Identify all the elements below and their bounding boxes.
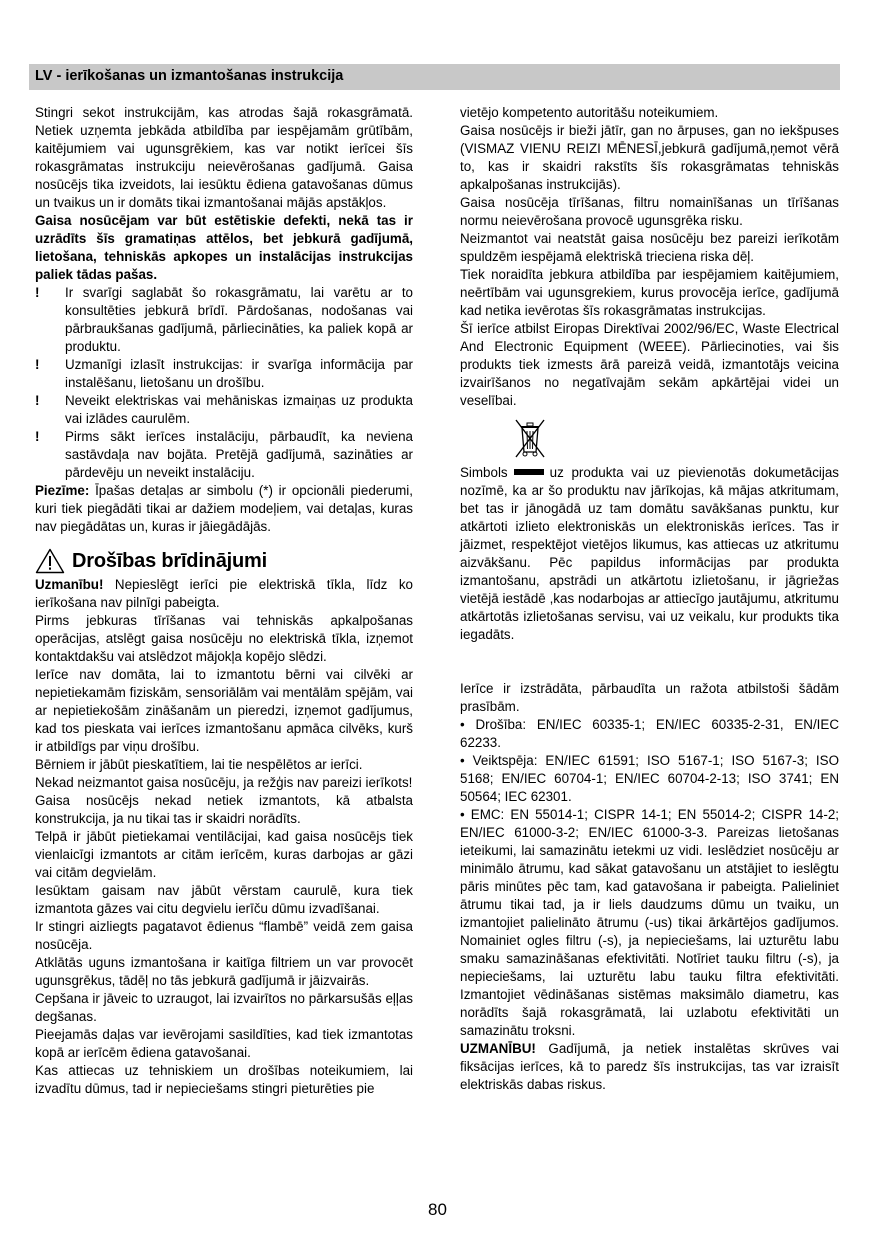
black-bar-symbol [514, 469, 544, 475]
warning-list [35, 284, 413, 482]
safety-title: Drošības brīdinājumi [72, 550, 267, 572]
attention-label: Uzmanību! [35, 577, 104, 592]
page-number: 80 [428, 1200, 447, 1219]
section-header [29, 64, 840, 90]
left-column [35, 104, 413, 1098]
attention-paragraph [35, 576, 413, 612]
caution-text: Gadījumā, ja netiek instalētas skrūves vai fiksācijas ierīces, kā to paredz šīs instrukcijas, tas var izraisīt elektriskās dabas riskus. [460, 1041, 839, 1092]
safety-paragraph: Atklātās uguns izmantošana ir kaitīga filtriem un var provocēt ugunsgrēkus, tādēļ no tās jebkurā gadījumā ir jāizvairās. [35, 955, 413, 988]
safety-paragraph: Gaisa nosūcējs nekad netiek izmantots, kā atbalsta konstrukcija, ja nu tikai tas ir skaidri norādīts. [35, 793, 413, 826]
text-paragraph: Šī ierīce atbilst Eiropas Direktīvai 2002/96/EC, Waste Electrical And Electronic Equipment (WEEE). Pārliecinoties, vai šis produkts tiek izmests ārā pareizā veidā, izmantotājs veicina izvairīšanos no negatīvajām sekām apkārtējai videi un veselībai. [460, 321, 839, 408]
text-paragraph: Gaisa nosūcējs ir bieži jātīr, gan no ārpuses, gan no iekšpuses (VISMAZ VIENU REIZI MĒNESĪ,jebkurā gadījumā,ņemot vērā to, kas ir skaidri rakstīts šīs rokasgrāmatas tehniskās apkalpošanas instrukcijās). [460, 123, 839, 192]
symbol-paragraph [460, 464, 839, 644]
spacer [460, 662, 839, 680]
safety-paragraph: Bērniem ir jābūt pieskatītiem, lai tie nespēlētos ar ierīci. [35, 757, 363, 772]
warning-text: Neveikt elektriskas vai mehāniskas izmaiņas uz produkta vai izlādes caurulēm. [65, 393, 413, 426]
standards-paragraph: Ierīce ir izstrādāta, pārbaudīta un ražota atbilstoši šādām prasībām. [460, 681, 839, 714]
symbol-pre: Simbols [460, 465, 508, 480]
safety-paragraph: Ierīce nav domāta, lai to izmantotu bērni vai cilvēki ar nepietiekamām fiziskām, sensoriālām vai mentālām spējām, vai ar nepietiekošām zināšanām un pieredzi, izņemot gadījumus, kad tos pieskata vai ierīces izmantošanu apmāca cilvēks, kurš ir atbildīgs par viņu drošību. [35, 667, 413, 754]
note-paragraph [35, 482, 413, 536]
list-item [35, 392, 413, 428]
warning-triangle-icon [35, 548, 65, 574]
safety-paragraph: Ir stingri aizliegts pagatavot ēdienus “flambē” veidā zem gaisa nosūcēja. [35, 919, 413, 952]
safety-paragraph: Pieejamās daļas var ievērojami sasildīties, kad tiek izmantotas kopā ar ierīcēm ēdiena gatavošanai. [35, 1027, 413, 1060]
weee-bin-symbol [512, 416, 839, 460]
symbol-text: uz produkta vai uz pievienotās dokumetācijas nozīmē, ka ar šo produktu nav jārīkojas, kā mājas atkritumam, bet tas ir jānogādā uz tam domātu savākšanas punktu, kur atkārtoti izlieto elektroniskās un elektroniskās ierīces. Tas ir jāizmet, respektējot vietējos likumus, kas attiecas uz atkritumu aizvākšanu. Pēc papildus informācijas par produkta izmantošanu, apstrādi un atkārtotu izlietošanu, ir jāgriežas vietējā iestādē ,kas nodarbojas ar attiecīgo jautājumu, atkritumu atkārtotās izlietošanas servisu, vai uz veikalu, kur produkts tika iegadāts. [460, 465, 839, 642]
attention-text: Nepieslēgt ierīci pie elektriskā tīkla, līdz ko ierīkošana nav pilnīgi pabeigta. [35, 577, 413, 610]
exclamation-icon: ! [35, 393, 40, 408]
exclamation-icon: ! [35, 429, 40, 444]
caution-label: UZMANĪBU! [460, 1041, 536, 1056]
note-label: Piezīme: [35, 483, 90, 498]
safety-paragraph: Telpā ir jābūt pietiekamai ventilācijai, kad gaisa nosūcējs tiek vienlaicīgi izmantots ar citām ierīcēm, kuras darbojas ar gāzi vai citām degvielām. [35, 829, 413, 880]
standards-paragraph: • Drošība: EN/IEC 60335-1; EN/IEC 60335-2-31, EN/IEC 62233. [460, 717, 839, 750]
safety-paragraph: Pirms jebkuras tīrīšanas vai tehniskās apkalpošanas operācijas, atslēgt gaisa nosūcēju no elektriskā tīkla, izņemot kontaktdakšu vai atslēdzot mājokļa kopējo slēdzi. [35, 613, 413, 664]
text-paragraph: Neizmantot vai neatstāt gaisa nosūcēju bez pareizi ierīkotām spuldzēm iespējamā elektriskā trieciena riska dēļ. [460, 231, 839, 264]
standards-paragraph: • Veiktspēja: EN/IEC 61591; ISO 5167-1; ISO 5167-3; ISO 5168; EN/IEC 60704-1; EN/IEC 60704-2-13; ISO 3741; EN 50564; IEC 62301. [460, 753, 839, 804]
standards-paragraph: • EMC: EN 55014-1; CISPR 14-1; EN 55014-2; CISPR 14-2; EN/IEC 61000-3-2; EN/IEC 61000-3-3. Pareizas lietošanas ieteikumi, lai samazinātu ietekmi uz vidi. Ieslēdziet nosūcēju ar minimālo ātrumu, kad sākat gatavošanu un atstājiet to ieslēgtu pāris minūtes pēc tam, kad gatavošana ir pabeigta. Palieliniet ātrumu tikai tad, ja ir liels daudzums dūmu un tvaiku, un izmantojiet palielināto ātrumu (-us) tikai ārkārtējos gadījumos. Nomainiet ogles filtru (-s), ja nepieciešams, lai uzturētu labu smaku samazināšanas efektivitāti. Notīriet tauku filtru (-s), ja nepieciešams, lai uzturētu labu tauku filtra efektivitāti. Izmantojiet vēdināšanas sistēmas maksimālo diametru, kas norādīts šajā rokasgrāmatā, lai uzlabotu efektivitāti un samazinātu troksni. [460, 807, 839, 1038]
crossed-bin-icon [512, 416, 548, 460]
note-text: Īpašas detaļas ar simbolu (*) ir opcionāli piederumi, kuri tiek piegādāti tikai ar dažiem modeļiem, vai detaļas, kuras nav piegādātas un, kuras ir jāiegādājās. [35, 483, 413, 534]
safety-heading [35, 547, 413, 575]
list-item [35, 284, 413, 356]
safety-paragraph: Iesūktam gaisam nav jābūt vērstam caurulē, kura tiek izmantota gāzes vai citu degvielu ierīču dūmu izvadīšanai. [35, 883, 413, 916]
warning-text: Uzmanīgi izlasīt instrukcijas: ir svarīga informācija par instalēšanu, lietošanu un drošību. [65, 357, 413, 390]
safety-paragraph: Cepšana ir jāveic to uzraugot, lai izvairītos no pārkarsušās eļļas degšanas. [35, 991, 413, 1024]
text-paragraph: Tiek noraidīta jebkura atbildība par iespējamiem kaitējumiem, neērtībām vai ugunsgrekiem, kurus provocēja ierīce, gadījumā kad netika ievērotas šīs rokasgrāmatas instrukcijas. [460, 267, 839, 318]
text-paragraph: Gaisa nosūcēja tīrīšanas, filtru nomainīšanas un tīrīšanas normu neievērošana provocē ugunsgrēka risku. [460, 195, 839, 228]
spacer [460, 644, 839, 662]
list-item [35, 356, 413, 392]
caution-paragraph [460, 1040, 839, 1094]
bold-notice: Gaisa nosūcējam var būt estētiskie defekti, nekā tas ir uzrādīts šīs gramatiņas attēlos, bet jebkurā gadījumā, lietošana, tehniskās apkopes un instalācijas instrukcijas paliek tādas pašas. [35, 213, 413, 282]
header-title: LV - ierīkošanas un izmantošanas instrukcija [35, 68, 344, 84]
text-paragraph: vietējo kompetento autoritāšu noteikumiem. [460, 105, 719, 120]
safety-paragraph: Nekad neizmantot gaisa nosūcēju, ja režģis nav pareizi ierīkots! [35, 775, 413, 790]
warning-text: Pirms sākt ierīces instalāciju, pārbaudīt, ka neviena sastāvdaļa nav bojāta. Pretējā gadījumā, sazināties ar pārdevēju un neveikt instalāciju. [65, 429, 413, 480]
list-item [35, 428, 413, 482]
right-column [460, 104, 839, 1094]
warning-text: Ir svarīgi saglabāt šo rokasgrāmatu, lai varētu ar to konsultēties jebkurā brīdī. Pārdošanas, nodošanas vai pārbraukšanas gadījumā, pārliecināties, ka paliek kopā ar produktu. [65, 285, 413, 354]
intro-paragraph: Stingri sekot instrukcijām, kas atrodas šajā rokasgrāmatā. Netiek uzņemta jebkāda atbildība par iespējamām grūtībām, kaitējumiem vai ugunsgrēkiem, kas var notikt ierīcei šīs rokasgrāmatas instrukciju neievērošanas gadījumā. Gaisa nosūcējs tika izveidots, lai iesūktu ēdiena gatavošanas dūmus un tvaikus un ir domāts tikai izmantošanai mājās apstākļos. [35, 105, 413, 210]
exclamation-icon: ! [35, 285, 40, 300]
exclamation-icon: ! [35, 357, 40, 372]
safety-paragraph: Kas attiecas uz tehniskiem un drošības noteikumiem, lai izvadītu dūmus, tad ir nepieciešams stingri pieturēties pie [35, 1063, 413, 1096]
